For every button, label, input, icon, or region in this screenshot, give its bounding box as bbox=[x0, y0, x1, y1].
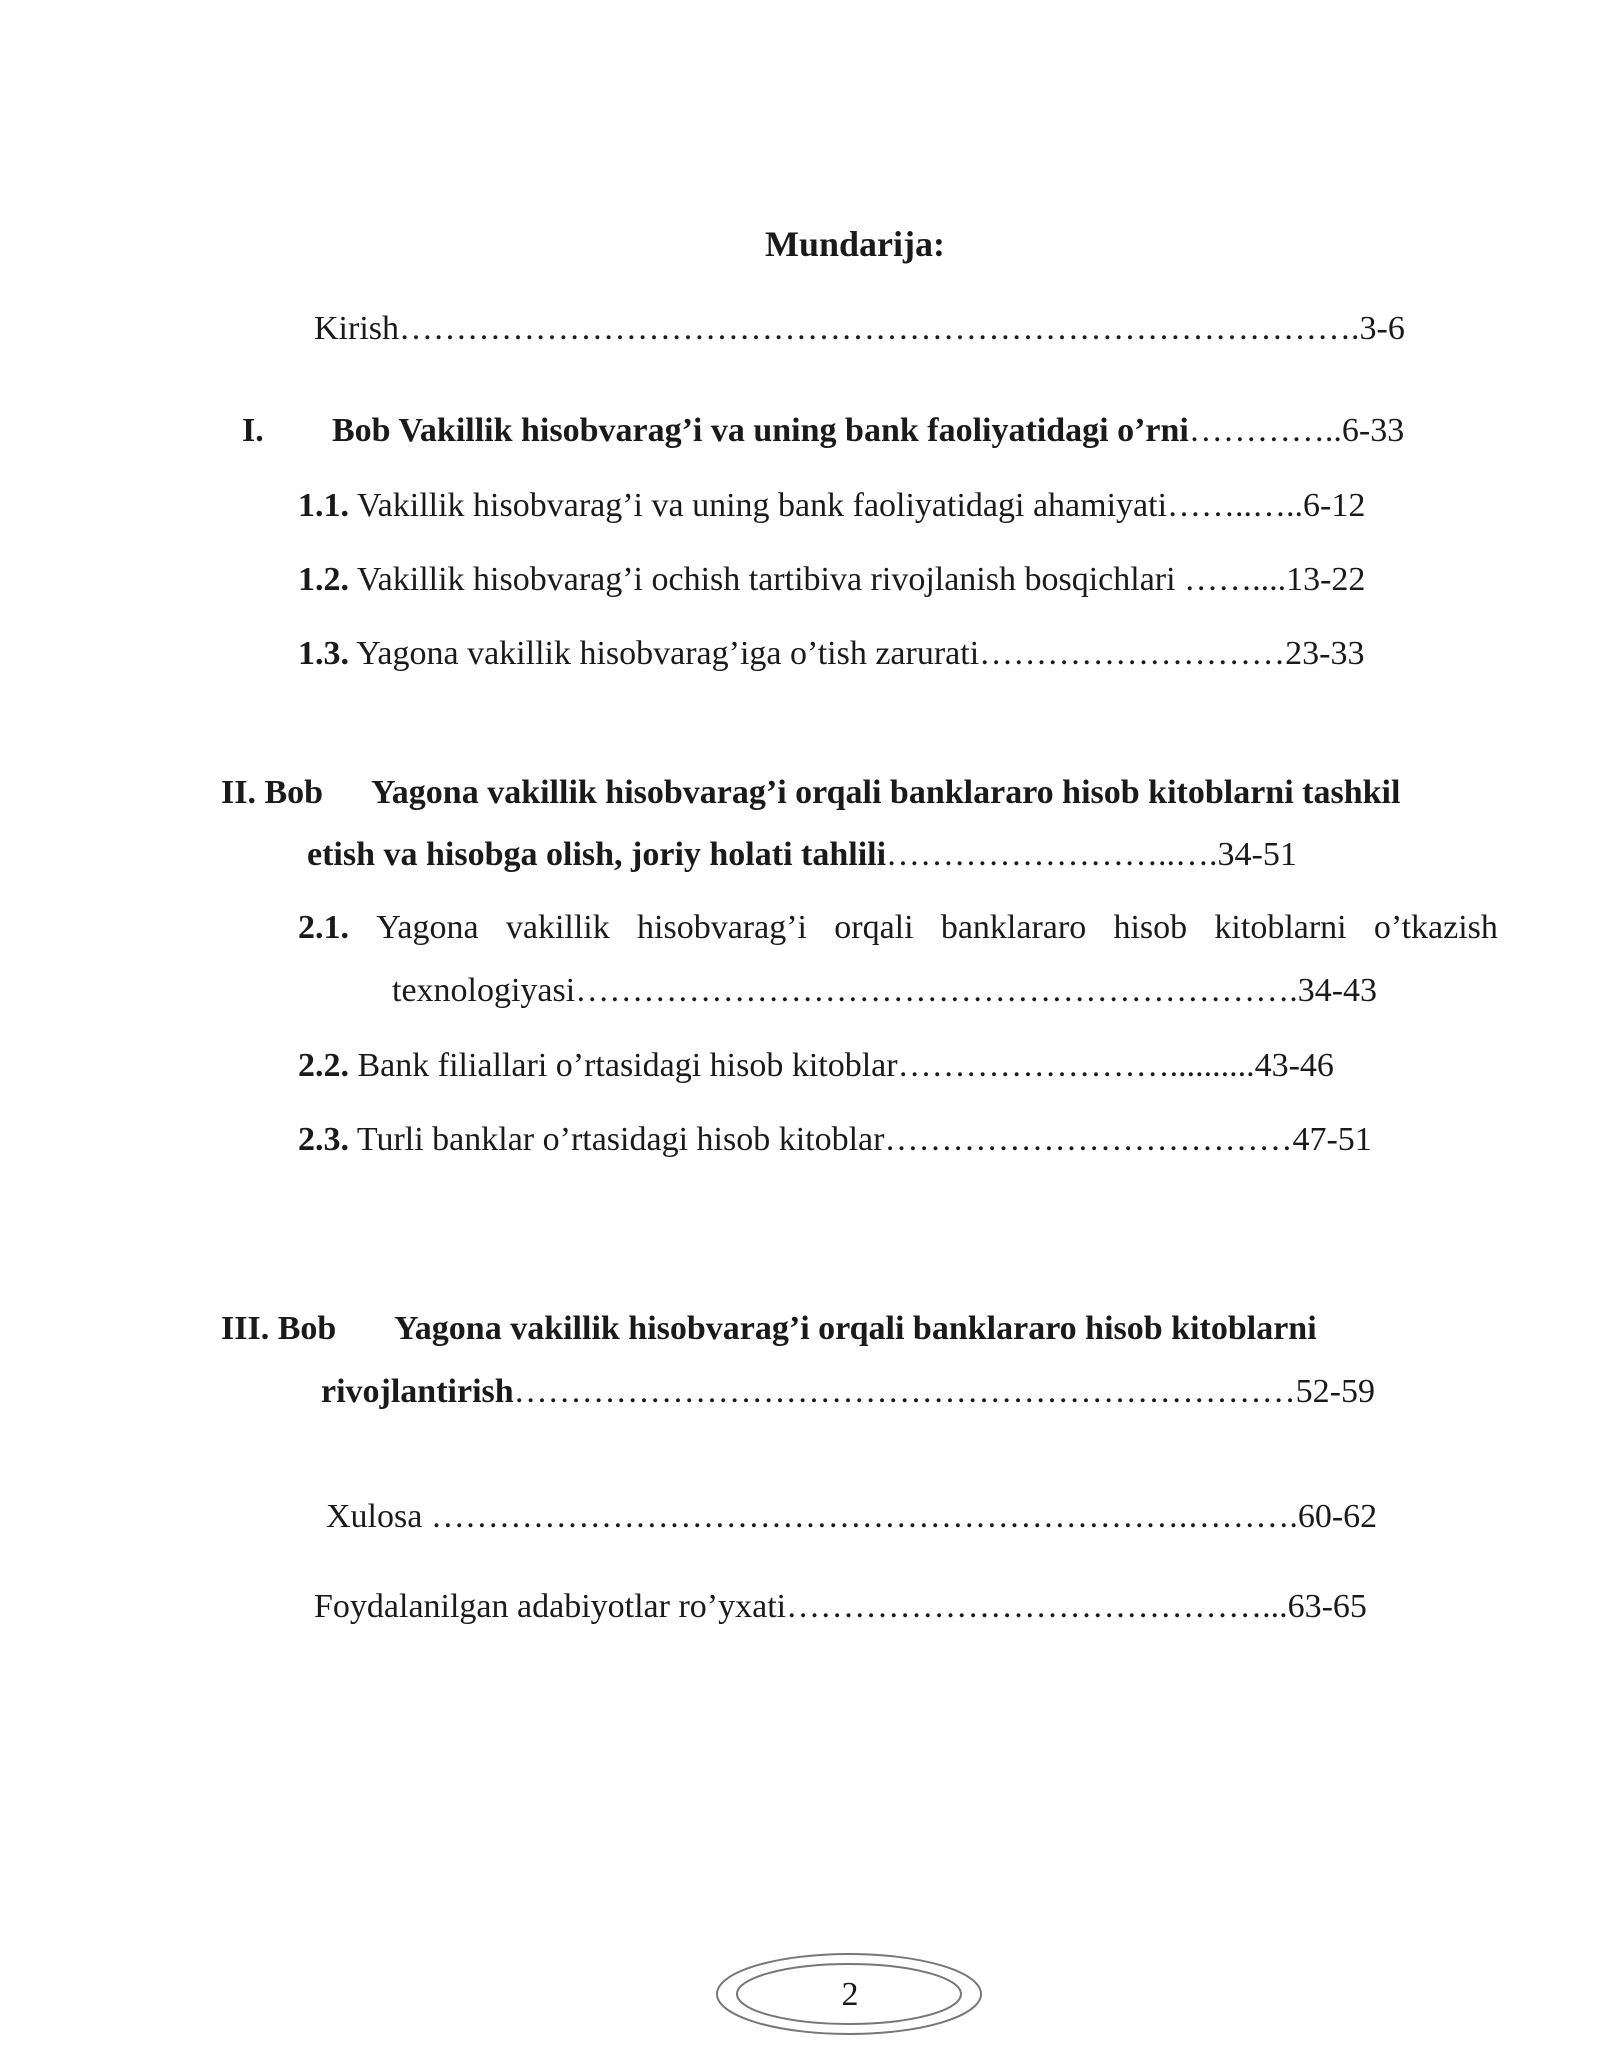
section-title-word: kitoblarni bbox=[1214, 909, 1347, 946]
section-title-word: hisob bbox=[1113, 909, 1188, 946]
chapter-1-roman: I. bbox=[242, 412, 264, 449]
chapter-3-roman: III. Bob bbox=[221, 1310, 337, 1347]
toc-entry-chapter-3 bbox=[321, 1375, 1375, 1409]
toc-entry-conclusion: Xulosa ………………………………………………………….……….60-62 bbox=[326, 1498, 1378, 1535]
section-number: 1.3. bbox=[298, 635, 349, 672]
section-number: 2.1. bbox=[298, 909, 349, 946]
toc-entry-1-3 bbox=[298, 637, 1364, 671]
chapter-3-leader: ……………………………………………………………52-59 bbox=[513, 1373, 1375, 1410]
page-title: Mundarija: bbox=[765, 224, 945, 264]
page-number: 2 bbox=[841, 1976, 859, 2013]
section-title: Bank filiallari o’rtasidagi hisob kitoblar……………………..........43-46 bbox=[357, 1047, 1334, 1084]
section-title: Vakillik hisobvarag’i ochish tartibiva rivojlanish bosqichlari ……....13-22 bbox=[356, 561, 1366, 598]
section-number: 1.1. bbox=[298, 487, 349, 524]
toc-entry-2-3 bbox=[298, 1123, 1372, 1157]
toc-entry-1-1 bbox=[298, 489, 1365, 523]
chapter-2-leader: ……………………..….34-51 bbox=[886, 836, 1297, 873]
section-title-word: vakillik bbox=[505, 909, 610, 946]
toc-entry-2-1 bbox=[298, 911, 1498, 945]
section-title-word: orqali bbox=[834, 909, 914, 946]
toc-entry-2-2 bbox=[298, 1049, 1334, 1083]
section-number: 2.2. bbox=[298, 1047, 349, 1084]
toc-entry-references: Foydalanilgan adabiyotlar ro’yxati……………………………………...63-65 bbox=[314, 1588, 1367, 1625]
section-title: Vakillik hisobvarag’i va uning bank faoliyatidagi ahamiyati……..…..6-12 bbox=[356, 487, 1366, 524]
toc-entry-chapter-1 bbox=[332, 414, 1404, 448]
section-title-word: hisobvarag’i bbox=[637, 909, 807, 946]
chapter-2-heading-line1: Yagona vakillik hisobvarag’i orqali banklararo hisob kitoblarni tashkil bbox=[371, 774, 1401, 811]
toc-entry-intro: Kirish………………………………………………………………………….3-6 bbox=[314, 310, 1405, 347]
section-title-word: o’tkazish bbox=[1373, 909, 1498, 946]
chapter-3-heading-line2: rivojlantirish bbox=[321, 1373, 514, 1410]
chapter-1-heading: Bob Vakillik hisobvarag’i va uning bank faoliyatidagi o’rni bbox=[332, 412, 1189, 449]
section-title: Yagona vakillik hisobvarag’iga o’tish zarurati………………………23-33 bbox=[356, 635, 1365, 672]
toc-entry-1-2 bbox=[298, 563, 1365, 597]
section-title-word: Yagona bbox=[376, 909, 479, 946]
toc-entry-2-1-continuation: texnologiyasi……………………………………………………….34-43 bbox=[392, 972, 1378, 1009]
section-number: 2.3. bbox=[298, 1121, 349, 1158]
toc-entry-chapter-2 bbox=[307, 838, 1297, 872]
chapter-2-heading-line2: etish va hisobga olish, joriy holati tahlili bbox=[307, 836, 887, 873]
section-title-word: banklararo bbox=[940, 909, 1087, 946]
section-number: 1.2. bbox=[298, 561, 349, 598]
chapter-2-roman: II. Bob bbox=[221, 774, 324, 811]
chapter-1-leader: …………..6-33 bbox=[1188, 412, 1405, 449]
chapter-3-heading-line1: Yagona vakillik hisobvarag’i orqali banklararo hisob kitoblarni bbox=[394, 1310, 1317, 1347]
section-title: Turli banklar o’rtasidagi hisob kitoblar………………………………47-51 bbox=[356, 1121, 1372, 1158]
